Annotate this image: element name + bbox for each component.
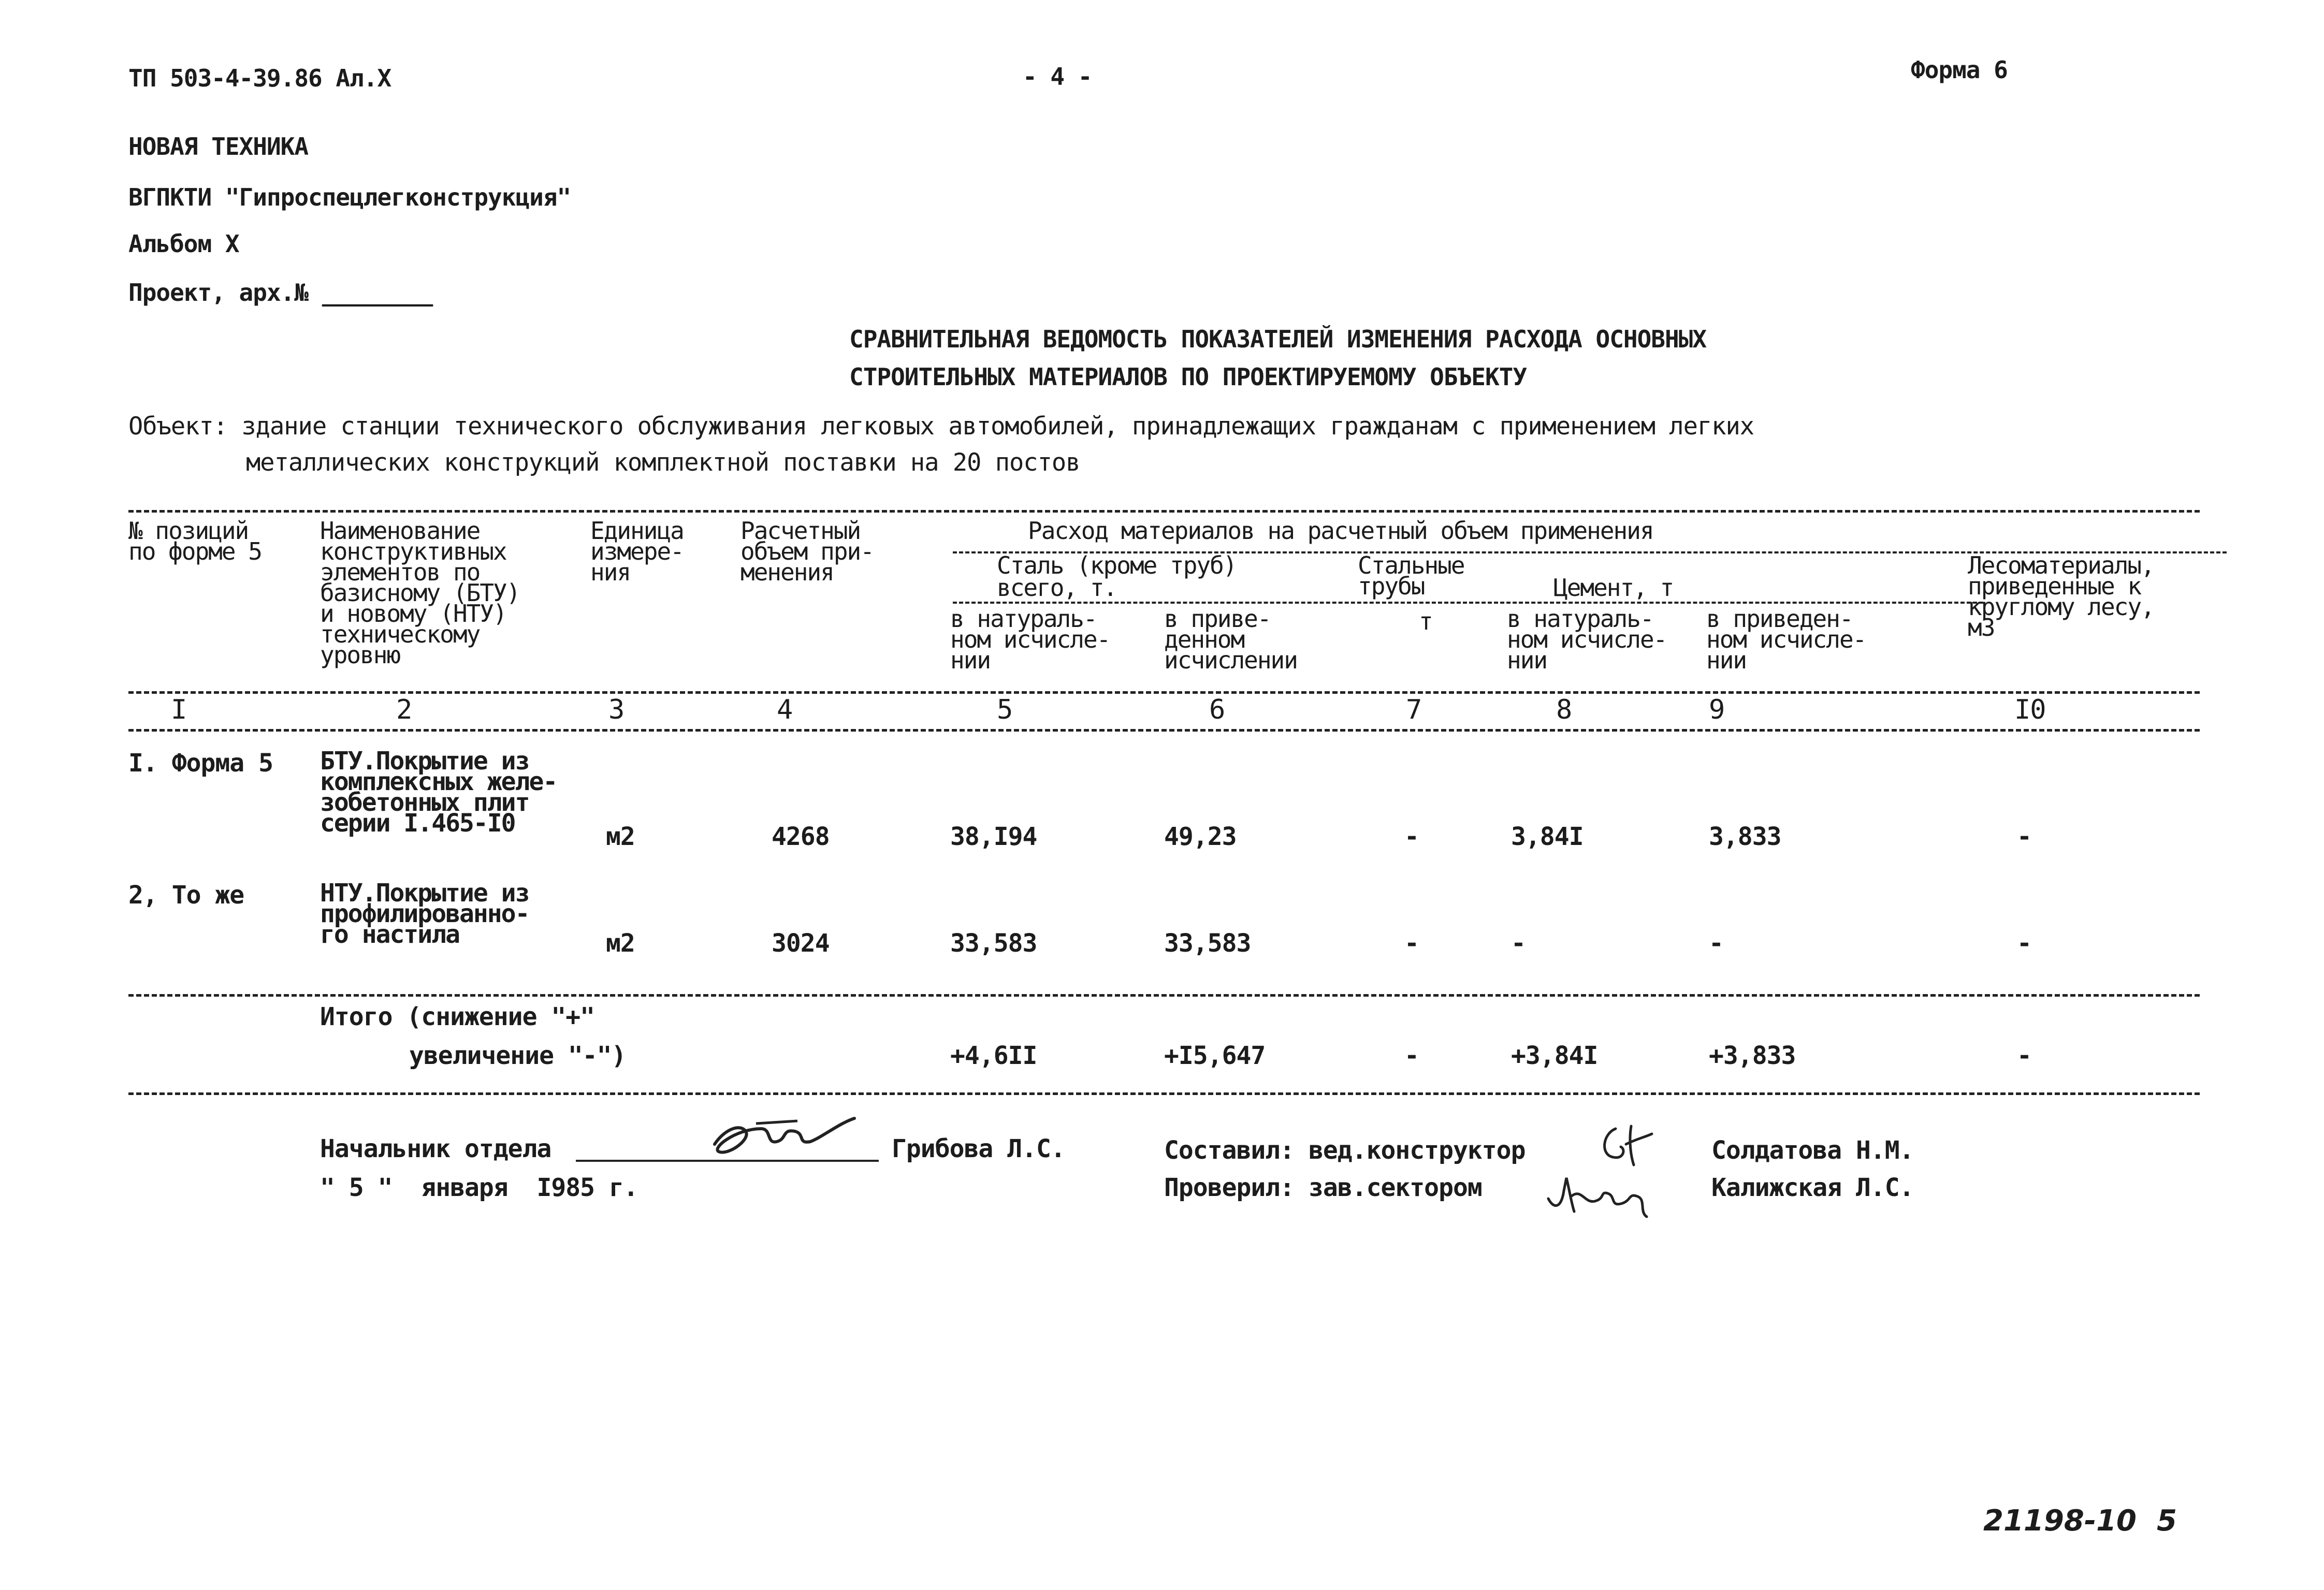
total-steel-natural: +4,6II <box>950 1041 1037 1070</box>
column-number-1: I <box>171 694 187 725</box>
row-1-cement-natural: 3,84I <box>1511 822 1584 851</box>
title-line-1: СРАВНИТЕЛЬНАЯ ВЕДОМОСТЬ ПОКАЗАТЕЛЕЙ ИЗМЕНЕНИЯ РАСХОДА ОСНОВНЫХ <box>849 325 1707 353</box>
column-number-4: 4 <box>777 694 793 725</box>
header-steel-pipes: Стальные трубы <box>1358 551 1464 600</box>
row-2-position: 2, То же <box>128 881 244 910</box>
row-2-unit: м2 <box>606 929 635 958</box>
project-archive-number: Проект, арх.№ ________ <box>128 279 433 307</box>
header-cement-reduced: в приведен- ном исчисле- нии <box>1706 605 1866 674</box>
total-label-1: Итого (снижение "+" <box>320 1002 595 1031</box>
column-number-top-rule <box>128 691 2200 694</box>
composed-name: Солдатова Н.М. <box>1711 1136 1914 1165</box>
total-label-2: увеличение "-") <box>409 1041 626 1070</box>
object-line-2: металлических конструкций комплектной поставки на 20 постов <box>246 448 1080 477</box>
header-steel-reduced: в приве- денном исчислении <box>1164 605 1297 674</box>
object-line-1: Объект: здание станции технического обслуживания легковых автомобилей, принадлежащих гражданам с применением легких <box>128 412 1754 441</box>
header-steel-natural: в натураль- ном исчисле- нии <box>950 605 1110 674</box>
column-number-10: I0 <box>2014 694 2046 725</box>
album-label: Альбом Х <box>128 230 239 258</box>
column-number-5: 5 <box>997 694 1013 725</box>
column-number-8: 8 <box>1556 694 1572 725</box>
new-technique-label: НОВАЯ ТЕХНИКА <box>128 133 309 161</box>
row-1-volume: 4268 <box>772 822 830 851</box>
row-2-steel-reduced: 33,583 <box>1164 929 1251 958</box>
header-timber: Лесоматериалы, приведенные к круглому лесу, м3 <box>1968 551 2154 641</box>
checked-role: Проверил: зав.сектором <box>1164 1173 1482 1202</box>
column-number-bottom-rule <box>128 729 2200 732</box>
column-number-3: 3 <box>608 694 624 725</box>
subgroup-header-rule <box>953 602 1983 604</box>
header-unit: Единица измере- ния <box>590 517 684 586</box>
total-steel-reduced: +I5,647 <box>1164 1041 1266 1070</box>
title-line-2: СТРОИТЕЛЬНЫХ МАТЕРИАЛОВ ПО ПРОЕКТИРУЕМОМУ ОБЪЕКТУ <box>849 363 1527 391</box>
row-1-position: I. Форма 5 <box>128 749 273 778</box>
head-signature <box>694 1108 891 1165</box>
row-1-steel-natural: 38,I94 <box>950 822 1037 851</box>
row-1-pipes: - <box>1404 822 1419 851</box>
signature-date: " 5 " января I985 г. <box>320 1173 638 1202</box>
composed-signature <box>1595 1118 1667 1170</box>
composed-role: Составил: вед.конструктор <box>1164 1136 1526 1165</box>
row-2-steel-natural: 33,583 <box>950 929 1037 958</box>
row-2-name: НТУ.Покрытие из профилированно- го настила <box>320 879 529 949</box>
archive-stamp: 21198-10 5 <box>1983 1504 2177 1538</box>
checked-name: Калижская Л.С. <box>1711 1173 1914 1202</box>
header-element-name: Наименование конструктивных элементов по базисному (БТУ) и новому (НТУ) техническому уровню <box>320 517 520 669</box>
header-position: № позиций по форме 5 <box>128 517 262 565</box>
rows-bottom-rule <box>128 994 2200 997</box>
column-number-6: 6 <box>1209 694 1225 725</box>
total-pipes: - <box>1404 1041 1419 1070</box>
row-1-timber: - <box>2017 822 2031 851</box>
table-bottom-rule <box>128 1092 2200 1095</box>
page-number: - 4 - <box>1023 63 1092 91</box>
row-1-unit: м2 <box>606 822 635 851</box>
column-number-9: 9 <box>1709 694 1725 725</box>
row-1-cement-reduced: 3,833 <box>1709 822 1781 851</box>
header-materials-group: Расход материалов на расчетный объем применения <box>1028 517 1653 545</box>
checked-signature <box>1543 1168 1673 1224</box>
row-1-name: БТУ.Покрытие из комплексных желе- зобетонных плит серии I.465-I0 <box>320 747 557 838</box>
header-steel-total: всего, т. <box>997 574 1117 602</box>
row-2-timber: - <box>2017 929 2031 958</box>
form-label: Форма 6 <box>1911 56 2008 84</box>
head-role: Начальник отдела <box>320 1134 551 1163</box>
column-number-2: 2 <box>396 694 412 725</box>
row-2-cement-reduced: - <box>1709 929 1723 958</box>
table-top-rule <box>128 510 2200 513</box>
header-steel: Сталь (кроме труб) <box>997 551 1237 579</box>
row-2-cement-natural: - <box>1511 929 1526 958</box>
doc-code: ТП 503-4-39.86 Ал.Х <box>128 64 391 92</box>
row-2-pipes: - <box>1404 929 1419 958</box>
organization-name: ВГПКТИ "Гипроспецлегконструкция" <box>128 183 571 211</box>
head-name: Грибова Л.С. <box>892 1134 1065 1163</box>
header-cement-natural: в натураль- ном исчисле- нии <box>1507 605 1667 674</box>
total-cement-reduced: +3,833 <box>1709 1041 1796 1070</box>
total-cement-natural: +3,84I <box>1511 1041 1598 1070</box>
header-cement: Цемент, т <box>1553 574 1674 602</box>
row-2-volume: 3024 <box>772 929 830 958</box>
header-volume: Расчетный объем при- менения <box>740 517 874 586</box>
column-number-7: 7 <box>1406 694 1422 725</box>
header-pipes-unit: т <box>1419 607 1432 635</box>
row-1-steel-reduced: 49,23 <box>1164 822 1237 851</box>
total-timber: - <box>2017 1041 2031 1070</box>
